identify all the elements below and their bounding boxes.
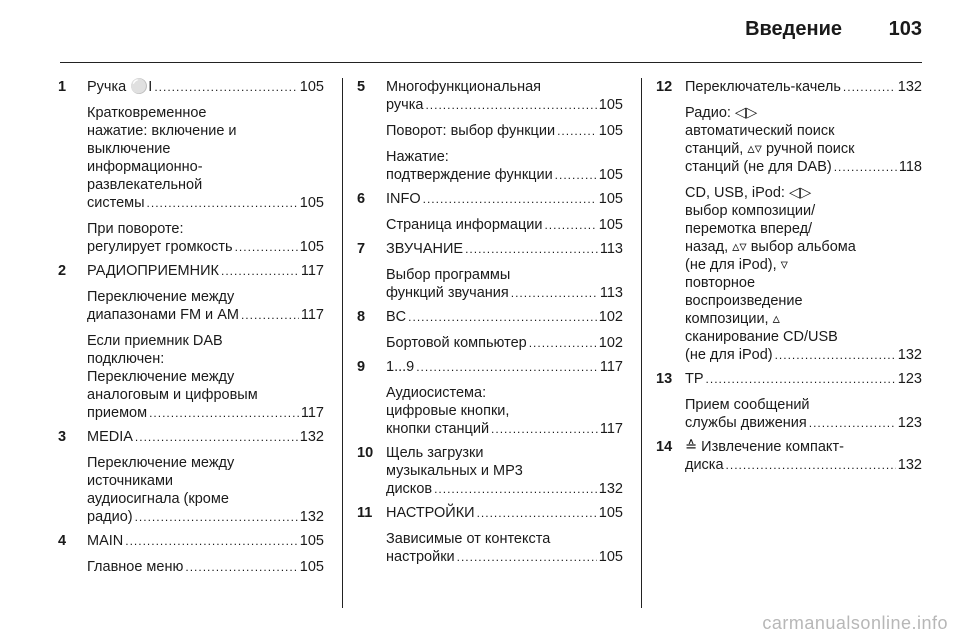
entry-text-line: аудиосигнала (кроме: [87, 491, 229, 507]
entry-paragraph: [386, 334, 623, 352]
entry-label: Ручка ⚪I: [87, 79, 153, 95]
entry-label: (не для iPod): [685, 347, 773, 363]
dot-leader: [147, 194, 298, 212]
entry-text-line: Аудиосистема:: [386, 385, 487, 401]
entry-label: подтверждение функции: [386, 167, 553, 183]
control-number: 3: [58, 429, 67, 445]
dot-leader: [726, 456, 896, 474]
control-entry: [656, 370, 922, 432]
page-reference[interactable]: 105: [299, 559, 324, 575]
dot-leader: [809, 414, 896, 432]
entry-label: РАДИОПРИЕМНИК: [87, 263, 219, 279]
column-1: [58, 78, 324, 582]
control-number: 10: [357, 445, 374, 461]
dot-leader: [125, 532, 298, 550]
entry-label: приемом: [87, 405, 148, 421]
entry-label: диапазонами FM и AM: [87, 307, 239, 323]
dot-leader: [221, 262, 299, 280]
entry-paragraph: [685, 370, 922, 388]
control-number: 11: [357, 505, 373, 521]
toc-line[interactable]: [87, 78, 324, 96]
dot-leader: [185, 558, 297, 576]
entry-text-line: Кратковременное: [87, 105, 207, 121]
header-divider: [60, 62, 922, 63]
control-number: 5: [357, 79, 366, 95]
page-reference[interactable]: 132: [897, 347, 922, 363]
toc-line[interactable]: [386, 284, 623, 302]
column-3: [656, 78, 922, 480]
page-reference[interactable]: 105: [598, 123, 623, 139]
entry-text-line: перемотка вперед/: [685, 221, 813, 237]
dot-leader: [557, 122, 597, 140]
toc-line[interactable]: [386, 240, 623, 258]
control-number: 14: [656, 439, 673, 455]
column-divider: [641, 78, 642, 608]
entry-text-line: аналоговым и цифровым: [87, 387, 258, 403]
dot-leader: [465, 240, 598, 258]
toc-line[interactable]: [87, 508, 324, 526]
entry-paragraph: [386, 266, 623, 302]
page-reference[interactable]: 117: [300, 307, 324, 323]
dot-leader: [457, 548, 597, 566]
page-reference[interactable]: 113: [599, 285, 623, 301]
entry-label: MEDIA: [87, 429, 133, 445]
entry-paragraph: [87, 428, 324, 446]
entry-label: ЗВУЧАНИЕ: [386, 241, 464, 257]
page-reference[interactable]: 102: [598, 335, 623, 351]
entry-label: Страница информации: [386, 217, 543, 233]
entry-text-line: Выбор программы: [386, 267, 511, 283]
dot-leader: [408, 308, 597, 326]
entry-label: Главное меню: [87, 559, 184, 575]
toc-line[interactable]: [685, 346, 922, 364]
entry-text-line: ≙ Извлечение компакт-: [685, 439, 844, 455]
entry-paragraph: [386, 384, 623, 438]
control-entry: [357, 190, 623, 234]
entry-text-line: подключен:: [87, 351, 165, 367]
dot-leader: [511, 284, 598, 302]
entry-paragraph: [386, 216, 623, 234]
entry-label: Переключатель-качель: [685, 79, 841, 95]
dot-leader: [544, 216, 596, 234]
page-reference[interactable]: 105: [299, 195, 324, 211]
control-entry: [357, 504, 623, 566]
toc-line[interactable]: [685, 414, 922, 432]
entry-paragraph: [685, 438, 922, 474]
toc-line[interactable]: [386, 548, 623, 566]
control-entry: [357, 78, 623, 184]
toc-line[interactable]: [87, 404, 324, 422]
toc-line[interactable]: [87, 194, 324, 212]
entry-text-line: автоматический поиск: [685, 123, 835, 139]
entry-label: кнопки станций: [386, 421, 490, 437]
entry-text-line: музыкальных и MP3: [386, 463, 523, 479]
entry-label: 1...9: [386, 359, 415, 375]
dot-leader: [555, 166, 597, 184]
entry-text-line: источниками: [87, 473, 174, 489]
entry-paragraph: [685, 104, 922, 176]
entry-text-line: станций, ▵▿ ручной поиск: [685, 141, 855, 157]
toc-line[interactable]: [386, 166, 623, 184]
page-reference[interactable]: 123: [897, 371, 922, 387]
toc-line[interactable]: [386, 334, 623, 352]
entry-label: INFO: [386, 191, 421, 207]
toc-line[interactable]: [386, 480, 623, 498]
control-number: 2: [58, 263, 67, 279]
entry-text-line: выключение: [87, 141, 171, 157]
toc-line[interactable]: [87, 306, 324, 324]
entry-text-line: нажатие: включение и: [87, 123, 237, 139]
entry-paragraph: [87, 220, 324, 256]
page-number: 103: [888, 18, 922, 40]
entry-paragraph: [386, 122, 623, 140]
entry-label: регулирует громкость: [87, 239, 233, 255]
dot-leader: [834, 158, 897, 176]
entry-text-line: Щель загрузки: [386, 445, 484, 461]
control-number: 12: [656, 79, 673, 95]
page-reference[interactable]: 132: [598, 481, 623, 497]
entry-text-line: Если приемник DAB: [87, 333, 223, 349]
dot-leader: [843, 78, 896, 96]
entry-paragraph: [386, 530, 623, 566]
entry-paragraph: [386, 504, 623, 522]
page-reference[interactable]: 118: [898, 159, 922, 175]
page-reference[interactable]: 117: [599, 421, 623, 437]
page-reference[interactable]: 105: [598, 549, 623, 565]
entry-paragraph: [87, 78, 324, 96]
entry-label: службы движения: [685, 415, 807, 431]
page-reference[interactable]: 102: [598, 309, 623, 325]
entry-label: ручка: [386, 97, 424, 113]
toc-line[interactable]: [87, 238, 324, 256]
watermark: carmanualsonline.info: [762, 613, 948, 633]
entry-paragraph: [87, 532, 324, 550]
page-reference[interactable]: 117: [300, 263, 324, 279]
entry-label: TP: [685, 371, 704, 387]
page-reference[interactable]: 105: [598, 505, 623, 521]
page-reference[interactable]: 113: [599, 241, 623, 257]
entry-text-line: CD, USB, iPod: ◁▷: [685, 185, 812, 201]
control-number: 13: [656, 371, 673, 387]
toc-line[interactable]: [386, 358, 623, 376]
entry-paragraph: [87, 558, 324, 576]
entry-text-line: сканирование CD/USB: [685, 329, 838, 345]
control-entry: [357, 444, 623, 498]
toc-line[interactable]: [685, 158, 922, 176]
dot-leader: [235, 238, 298, 256]
entry-text-line: Переключение между: [87, 455, 235, 471]
toc-line[interactable]: [87, 262, 324, 280]
control-entry: [357, 240, 623, 302]
page-reference[interactable]: 105: [598, 167, 623, 183]
entry-text-line: информационно-: [87, 159, 203, 175]
control-number: 7: [357, 241, 366, 257]
dot-leader: [135, 508, 298, 526]
entry-text-line: (не для iPod), ▿: [685, 257, 788, 273]
page-reference[interactable]: 132: [897, 457, 922, 473]
entry-text-line: При повороте:: [87, 221, 184, 237]
entry-text-line: Радио: ◁▷: [685, 105, 758, 121]
control-number: 4: [58, 533, 67, 549]
toc-line[interactable]: [386, 96, 623, 114]
entry-label: функций звучания: [386, 285, 509, 301]
entry-text-line: Нажатие:: [386, 149, 449, 165]
dot-leader: [775, 346, 896, 364]
entry-paragraph: [386, 190, 623, 208]
toc-line[interactable]: [685, 456, 922, 474]
entry-label: настройки: [386, 549, 455, 565]
entry-label: Бортовой компьютер: [386, 335, 527, 351]
entry-text-line: выбор композиции/: [685, 203, 816, 219]
dot-leader: [154, 78, 297, 96]
dot-leader: [491, 420, 598, 438]
dot-leader: [149, 404, 299, 422]
entry-text-line: воспроизведение: [685, 293, 803, 309]
entry-label: дисков: [386, 481, 433, 497]
entry-paragraph: [87, 104, 324, 212]
control-entry: [357, 358, 623, 438]
page-reference[interactable]: 132: [299, 509, 324, 525]
entry-text-line: повторное: [685, 275, 756, 291]
page-reference[interactable]: 132: [299, 429, 324, 445]
page-reference[interactable]: 132: [897, 79, 922, 95]
dot-leader: [477, 504, 597, 522]
page-reference[interactable]: 105: [598, 97, 623, 113]
entry-paragraph: [87, 332, 324, 422]
entry-label: Поворот: выбор функции: [386, 123, 556, 139]
page-reference[interactable]: 105: [598, 217, 623, 233]
toc-line[interactable]: [386, 190, 623, 208]
control-entry: [58, 532, 324, 576]
control-number: 9: [357, 359, 366, 375]
entry-paragraph: [87, 454, 324, 526]
dot-leader: [706, 370, 896, 388]
entry-paragraph: [386, 78, 623, 114]
entry-paragraph: [386, 308, 623, 326]
control-number: 6: [357, 191, 366, 207]
entry-text-line: Зависимые от контекста: [386, 531, 551, 547]
toc-line[interactable]: [386, 122, 623, 140]
page-reference[interactable]: 105: [598, 191, 623, 207]
entry-paragraph: [386, 148, 623, 184]
dot-leader: [423, 190, 597, 208]
entry-label: BC: [386, 309, 407, 325]
dot-leader: [425, 96, 596, 114]
entry-label: системы: [87, 195, 145, 211]
entry-paragraph: [87, 288, 324, 324]
toc-line[interactable]: [386, 216, 623, 234]
dot-leader: [135, 428, 298, 446]
toc-line[interactable]: [386, 504, 623, 522]
entry-paragraph: [386, 240, 623, 258]
control-number: 1: [58, 79, 67, 95]
entry-label: НАСТРОЙКИ: [386, 505, 475, 521]
control-number: 8: [357, 309, 366, 325]
entry-label: диска: [685, 457, 724, 473]
entry-paragraph: [87, 262, 324, 280]
control-entry: [357, 308, 623, 352]
entry-text-line: Многофункциональная: [386, 79, 542, 95]
control-entry: [58, 262, 324, 422]
entry-text-line: Переключение между: [87, 369, 235, 385]
page-reference[interactable]: 105: [299, 239, 324, 255]
dot-leader: [241, 306, 299, 324]
column-2: [357, 78, 623, 572]
entry-paragraph: [386, 444, 623, 498]
entry-text-line: Переключение между: [87, 289, 235, 305]
toc-line[interactable]: [685, 370, 922, 388]
dot-leader: [416, 358, 598, 376]
control-entry: [58, 428, 324, 526]
dot-leader: [434, 480, 597, 498]
toc-line[interactable]: [685, 78, 922, 96]
entry-text-line: Прием сообщений: [685, 397, 810, 413]
entry-label: станций (не для DAB): [685, 159, 832, 175]
entry-paragraph: [386, 358, 623, 376]
entry-paragraph: [685, 396, 922, 432]
section-title: Введение: [745, 18, 842, 40]
page-reference[interactable]: 123: [897, 415, 922, 431]
control-entry: [656, 438, 922, 474]
entry-label: MAIN: [87, 533, 124, 549]
entry-text-line: цифровые кнопки,: [386, 403, 510, 419]
page-reference[interactable]: 117: [599, 359, 623, 375]
entry-text-line: назад, ▵▿ выбор альбома: [685, 239, 856, 255]
column-divider: [342, 78, 343, 608]
entry-text-line: развлекательной: [87, 177, 203, 193]
page-reference[interactable]: 105: [299, 533, 324, 549]
toc-line[interactable]: [386, 308, 623, 326]
toc-line[interactable]: [87, 428, 324, 446]
page-reference[interactable]: 117: [300, 405, 324, 421]
toc-line[interactable]: [87, 532, 324, 550]
toc-line[interactable]: [87, 558, 324, 576]
entry-text-line: композиции, ▵: [685, 311, 780, 327]
entry-label: радио): [87, 509, 133, 525]
dot-leader: [529, 334, 597, 352]
entry-paragraph: [685, 184, 922, 364]
entry-paragraph: [685, 78, 922, 96]
toc-line[interactable]: [386, 420, 623, 438]
page-reference[interactable]: 105: [299, 79, 324, 95]
control-entry: [656, 78, 922, 364]
control-entry: [58, 78, 324, 256]
